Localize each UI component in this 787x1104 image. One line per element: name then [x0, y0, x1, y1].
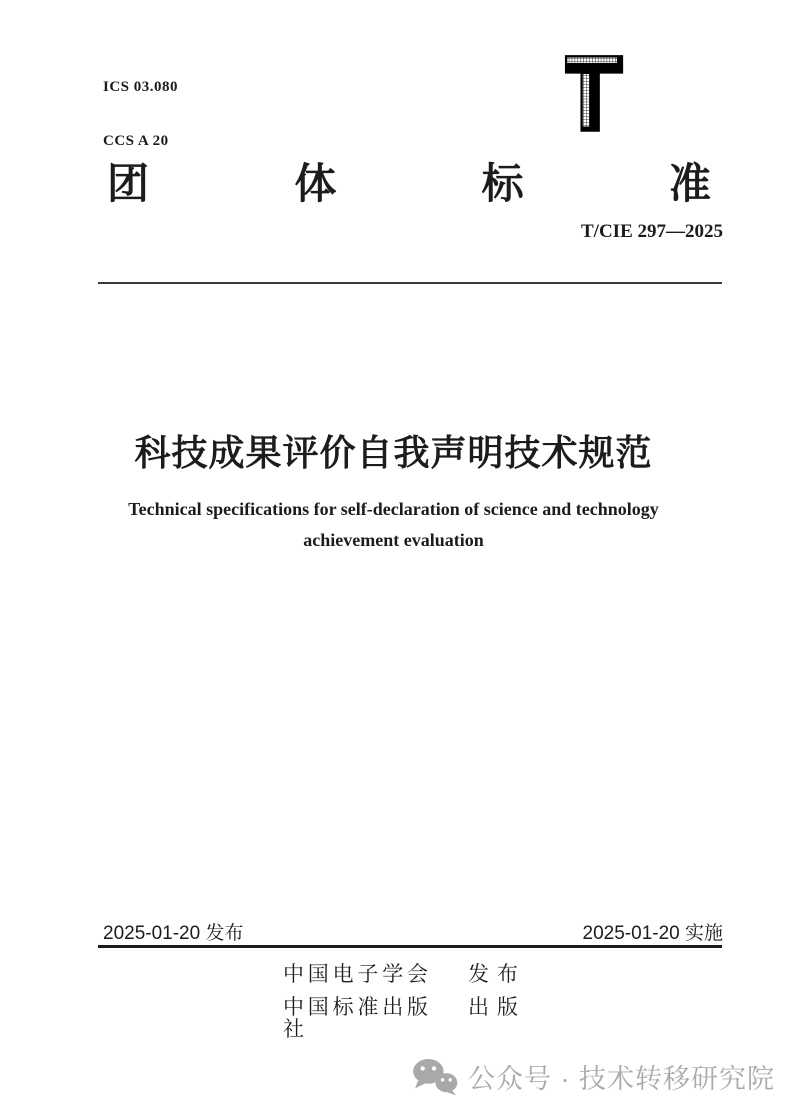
publisher-action: 发布 — [468, 963, 518, 986]
title-chinese: 科技成果评价自我声明技术规范 — [134, 432, 653, 473]
standard-type-char: 体 — [294, 160, 337, 207]
publisher-action: 出版 — [468, 996, 518, 1019]
header-divider — [98, 282, 722, 284]
standard-type-char: 标 — [481, 160, 524, 207]
title-english-line2: achievement evaluation — [303, 530, 484, 550]
ics-code: ICS 03.080 — [103, 79, 179, 95]
t-logo-icon — [563, 52, 627, 132]
standard-type-char: 团 — [107, 160, 150, 207]
standard-number: T/CIE 297—2025 — [581, 221, 723, 242]
publisher-org: 中国标准出版社 — [283, 996, 428, 1041]
publisher-row — [283, 964, 518, 986]
standard-type-title — [107, 161, 711, 207]
publisher-org: 中国电子学会 — [283, 963, 428, 986]
title-english-line1: Technical specifications for self-declaration of science and technology — [128, 499, 659, 519]
wechat-icon — [412, 1058, 458, 1096]
watermark — [412, 1057, 775, 1096]
ccs-code: CCS A 20 — [103, 133, 169, 149]
implement-date: 2025-01-20 实施 — [582, 923, 723, 944]
watermark-text: 公众号 · 技术转移研究院 — [468, 1064, 775, 1094]
standard-type-char: 准 — [668, 160, 711, 207]
footer-divider — [98, 945, 722, 948]
publisher-row — [283, 997, 518, 1041]
title-english — [60, 494, 727, 556]
dates-row — [103, 918, 723, 945]
issue-date: 2025-01-20 发布 — [103, 923, 244, 944]
publishers-block — [283, 964, 518, 1052]
